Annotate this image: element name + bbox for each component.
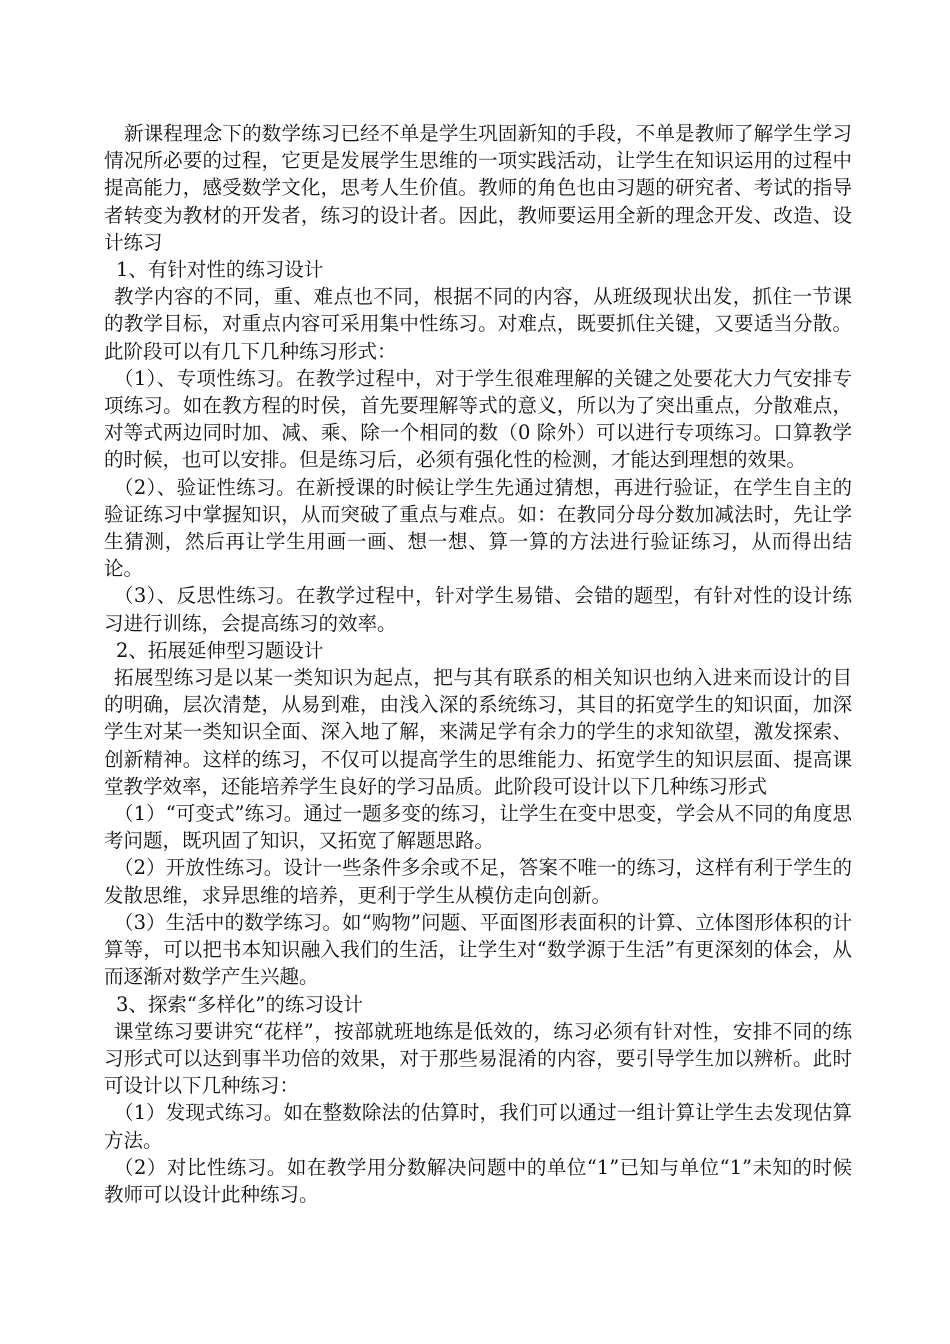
section-2-item-3: （3）生活中的数学练习。如“购物”问题、平面图形表面积的计算、立体图形体积的计算等，可以把书本知识融入我们的生活，让学生对“数学源于生活”有更深刻的体会，从而逐渐对数学产生兴趣。 (104, 910, 852, 989)
section-heading-3: 3、探索“多样化”的练习设计 (116, 992, 363, 1016)
intro-paragraph: 新课程理念下的数学练习已经不单是学生巩固新知的手段，不单是教师了解学生学习情况所必要的过程，它更是发展学生思维的一项实践活动，让学生在知识运用的过程中提高能力，感受数学文化，思考人生价值。教师的角色也由习题的研究者、考试的指导者转变为教材的开发者，练习的设计者。因此，教师要运用全新的理念开发、改造、设计练习 (104, 122, 852, 254)
document-body (104, 120, 852, 1208)
section-2-item-1: （1）“可变式”练习。通过一题多变的练习，让学生在变中思变，学会从不同的角度思考问题，既巩固了知识，又拓宽了解题思路。 (104, 802, 852, 853)
section-1-item-3: （3）、反思性练习。在教学过程中，针对学生易错、会错的题型，有针对性的设计练习进行训练，会提高练习的效率。 (104, 584, 852, 635)
section-3-paragraph: 课堂练习要讲究“花样”，按部就班地练是低效的，练习必须有针对性，安排不同的练习形式可以达到事半功倍的效果，对于那些易混淆的内容，要引导学生加以辨析。此时可设计以下几种练习： (104, 1019, 852, 1098)
section-1-item-1: （1）、专项性练习。在教学过程中，对于学生很难理解的关键之处要花大力气安排专项练习。如在教方程的时侯，首先要理解等式的意义，所以为了突出重点，分散难点，对等式两边同时加、减、乘、除一个相同的数（0 除外）可以进行专项练习。口算教学的时候，也可以安排。但是练习后，必须有强化性的检测，才能达到理想的效果。 (104, 366, 852, 472)
section-2-item-2: （2）开放性练习。设计一些条件多余或不足，答案不唯一的练习，这样有利于学生的发散思维，求异思维的培养，更利于学生从模仿走向创新。 (104, 856, 852, 907)
section-3-item-2: （2）对比性练习。如在教学用分数解决问题中的单位“1”已知与单位“1”未知的时候教师可以设计此种练习。 (104, 1155, 852, 1206)
section-2-paragraph: 拓展型练习是以某一类知识为起点，把与其有联系的相关知识也纳入进来而设计的目的明确，层次清楚，从易到难，由浅入深的系统练习，其目的拓宽学生的知识面，加深学生对某一类知识全面、深入地了解，来满足学有余力的学生的求知欲望，激发探索、创新精神。这样的练习，不仅可以提高学生的思维能力、拓宽学生的知识层面、提高课堂教学效率，还能培养学生良好的学习品质。此阶段可设计以下几种练习形式 (104, 666, 852, 798)
section-3-item-1: （1）发现式练习。如在整数除法的估算时，我们可以通过一组计算让学生去发现估算方法。 (104, 1101, 852, 1152)
section-1-paragraph: 教学内容的不同，重、难点也不同，根据不同的内容，从班级现状出发，抓住一节课的教学目标，对重点内容可采用集中性练习。对难点，既要抓住关键，又要适当分散。此阶段可以有几下几种练习形式： (104, 285, 852, 363)
section-heading-1: 1、有针对性的练习设计 (116, 258, 324, 282)
section-heading-2: 2、拓展延伸型习题设计 (116, 638, 324, 662)
section-1-item-2: （2）、验证性练习。在新授课的时候让学生先通过猜想，再进行验证，在学生自主的验证练习中掌握知识，从而突破了重点与难点。如：在教同分母分数加减法时，先让学生猜测，然后再让学生用画一画、想一想、算一算的方法进行验证练习，从而得出结论。 (104, 475, 852, 581)
